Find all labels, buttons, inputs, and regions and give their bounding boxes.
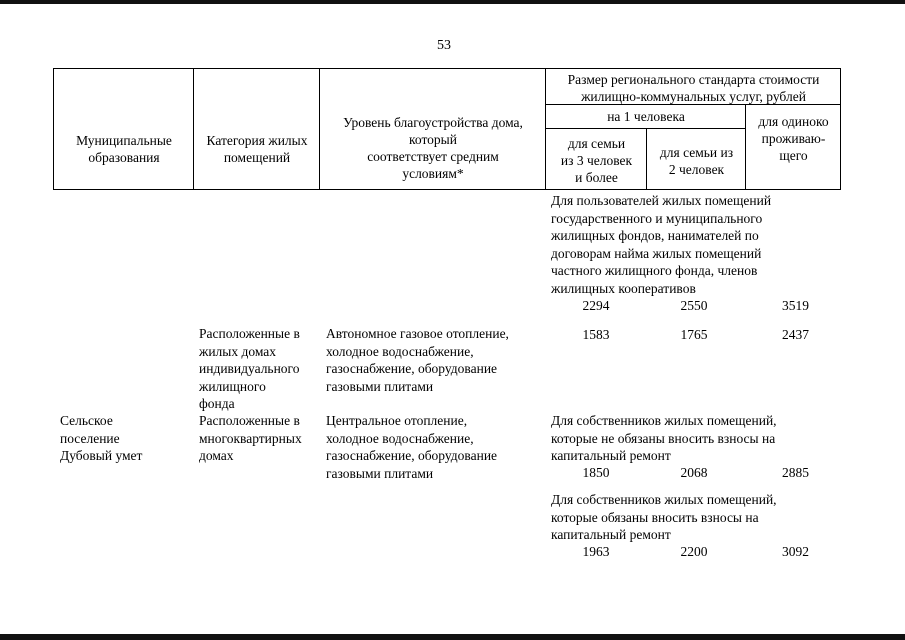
group2-heading: Для собственников жилых помещений, которые не обязаны вносить взносы на капитальный ремонт <box>551 413 777 463</box>
header-single: для одиноко проживаю- щего <box>758 114 829 163</box>
header-bottom-border <box>53 189 841 190</box>
header-subrow-line-2 <box>545 128 745 129</box>
header-col-divider-1 <box>193 68 194 190</box>
header-per-person: на 1 человека <box>607 109 685 124</box>
private-house-value-single: 2437 <box>782 327 809 342</box>
private-house-value-family2: 1765 <box>680 327 708 342</box>
header-standard-group: Размер регионального стандарта стоимости жилищно-коммунальных услуг, рублей <box>567 72 820 104</box>
group3-heading: Для собственников жилых помещений, которые обязаны вносить взносы на капитальный ремонт <box>551 492 777 542</box>
group1-value-family3: 2294 <box>582 298 610 313</box>
header-municipal: Муниципальные образования <box>76 133 172 165</box>
group3-value-single: 3092 <box>782 544 809 559</box>
scan-edge-top <box>0 0 905 4</box>
group3-value-family2: 2200 <box>680 544 708 559</box>
header-top-border <box>53 68 841 69</box>
private-house-value-family3: 1583 <box>582 327 610 342</box>
municipality-name: Сельское поселение Дубовый умет <box>60 413 143 463</box>
group1-heading: Для пользователей жилых помещений государственного и муниципального жилищных фондов, нанимателей по договорам найма жилых помещений частного жилищного фонда, членов жилищных кооперативов <box>551 193 772 296</box>
group1-value-single: 3519 <box>782 298 809 313</box>
header-level: Уровень благоустройства дома, который соответствует средним условиям* <box>343 115 523 181</box>
header-left-border <box>53 68 54 190</box>
apartment-category: Расположенные в многоквартирных домах <box>199 413 302 463</box>
header-category: Категория жилых помещений <box>206 133 308 165</box>
group2-value-single: 2885 <box>782 465 809 480</box>
header-right-border <box>840 68 841 190</box>
scan-edge-bottom <box>0 634 905 640</box>
group3-value-family3: 1963 <box>582 544 610 559</box>
group2-value-family3: 1850 <box>582 465 610 480</box>
private-house-level: Автономное газовое отопление, холодное водоснабжение, газоснабжение, оборудование газовыми плитами <box>326 326 509 394</box>
group2-value-family2: 2068 <box>680 465 708 480</box>
header-family3: для семьи из 3 человек и более <box>560 136 633 185</box>
apartment-level: Центральное отопление, холодное водоснабжение, газоснабжение, оборудование газовыми плитами <box>326 413 498 481</box>
header-family2: для семьи из 2 человек <box>659 145 734 177</box>
page-number: 53 <box>437 38 451 53</box>
private-house-category: Расположенные в жилых домах индивидуального жилищного фонда <box>199 326 300 411</box>
group1-value-family2: 2550 <box>680 298 708 313</box>
